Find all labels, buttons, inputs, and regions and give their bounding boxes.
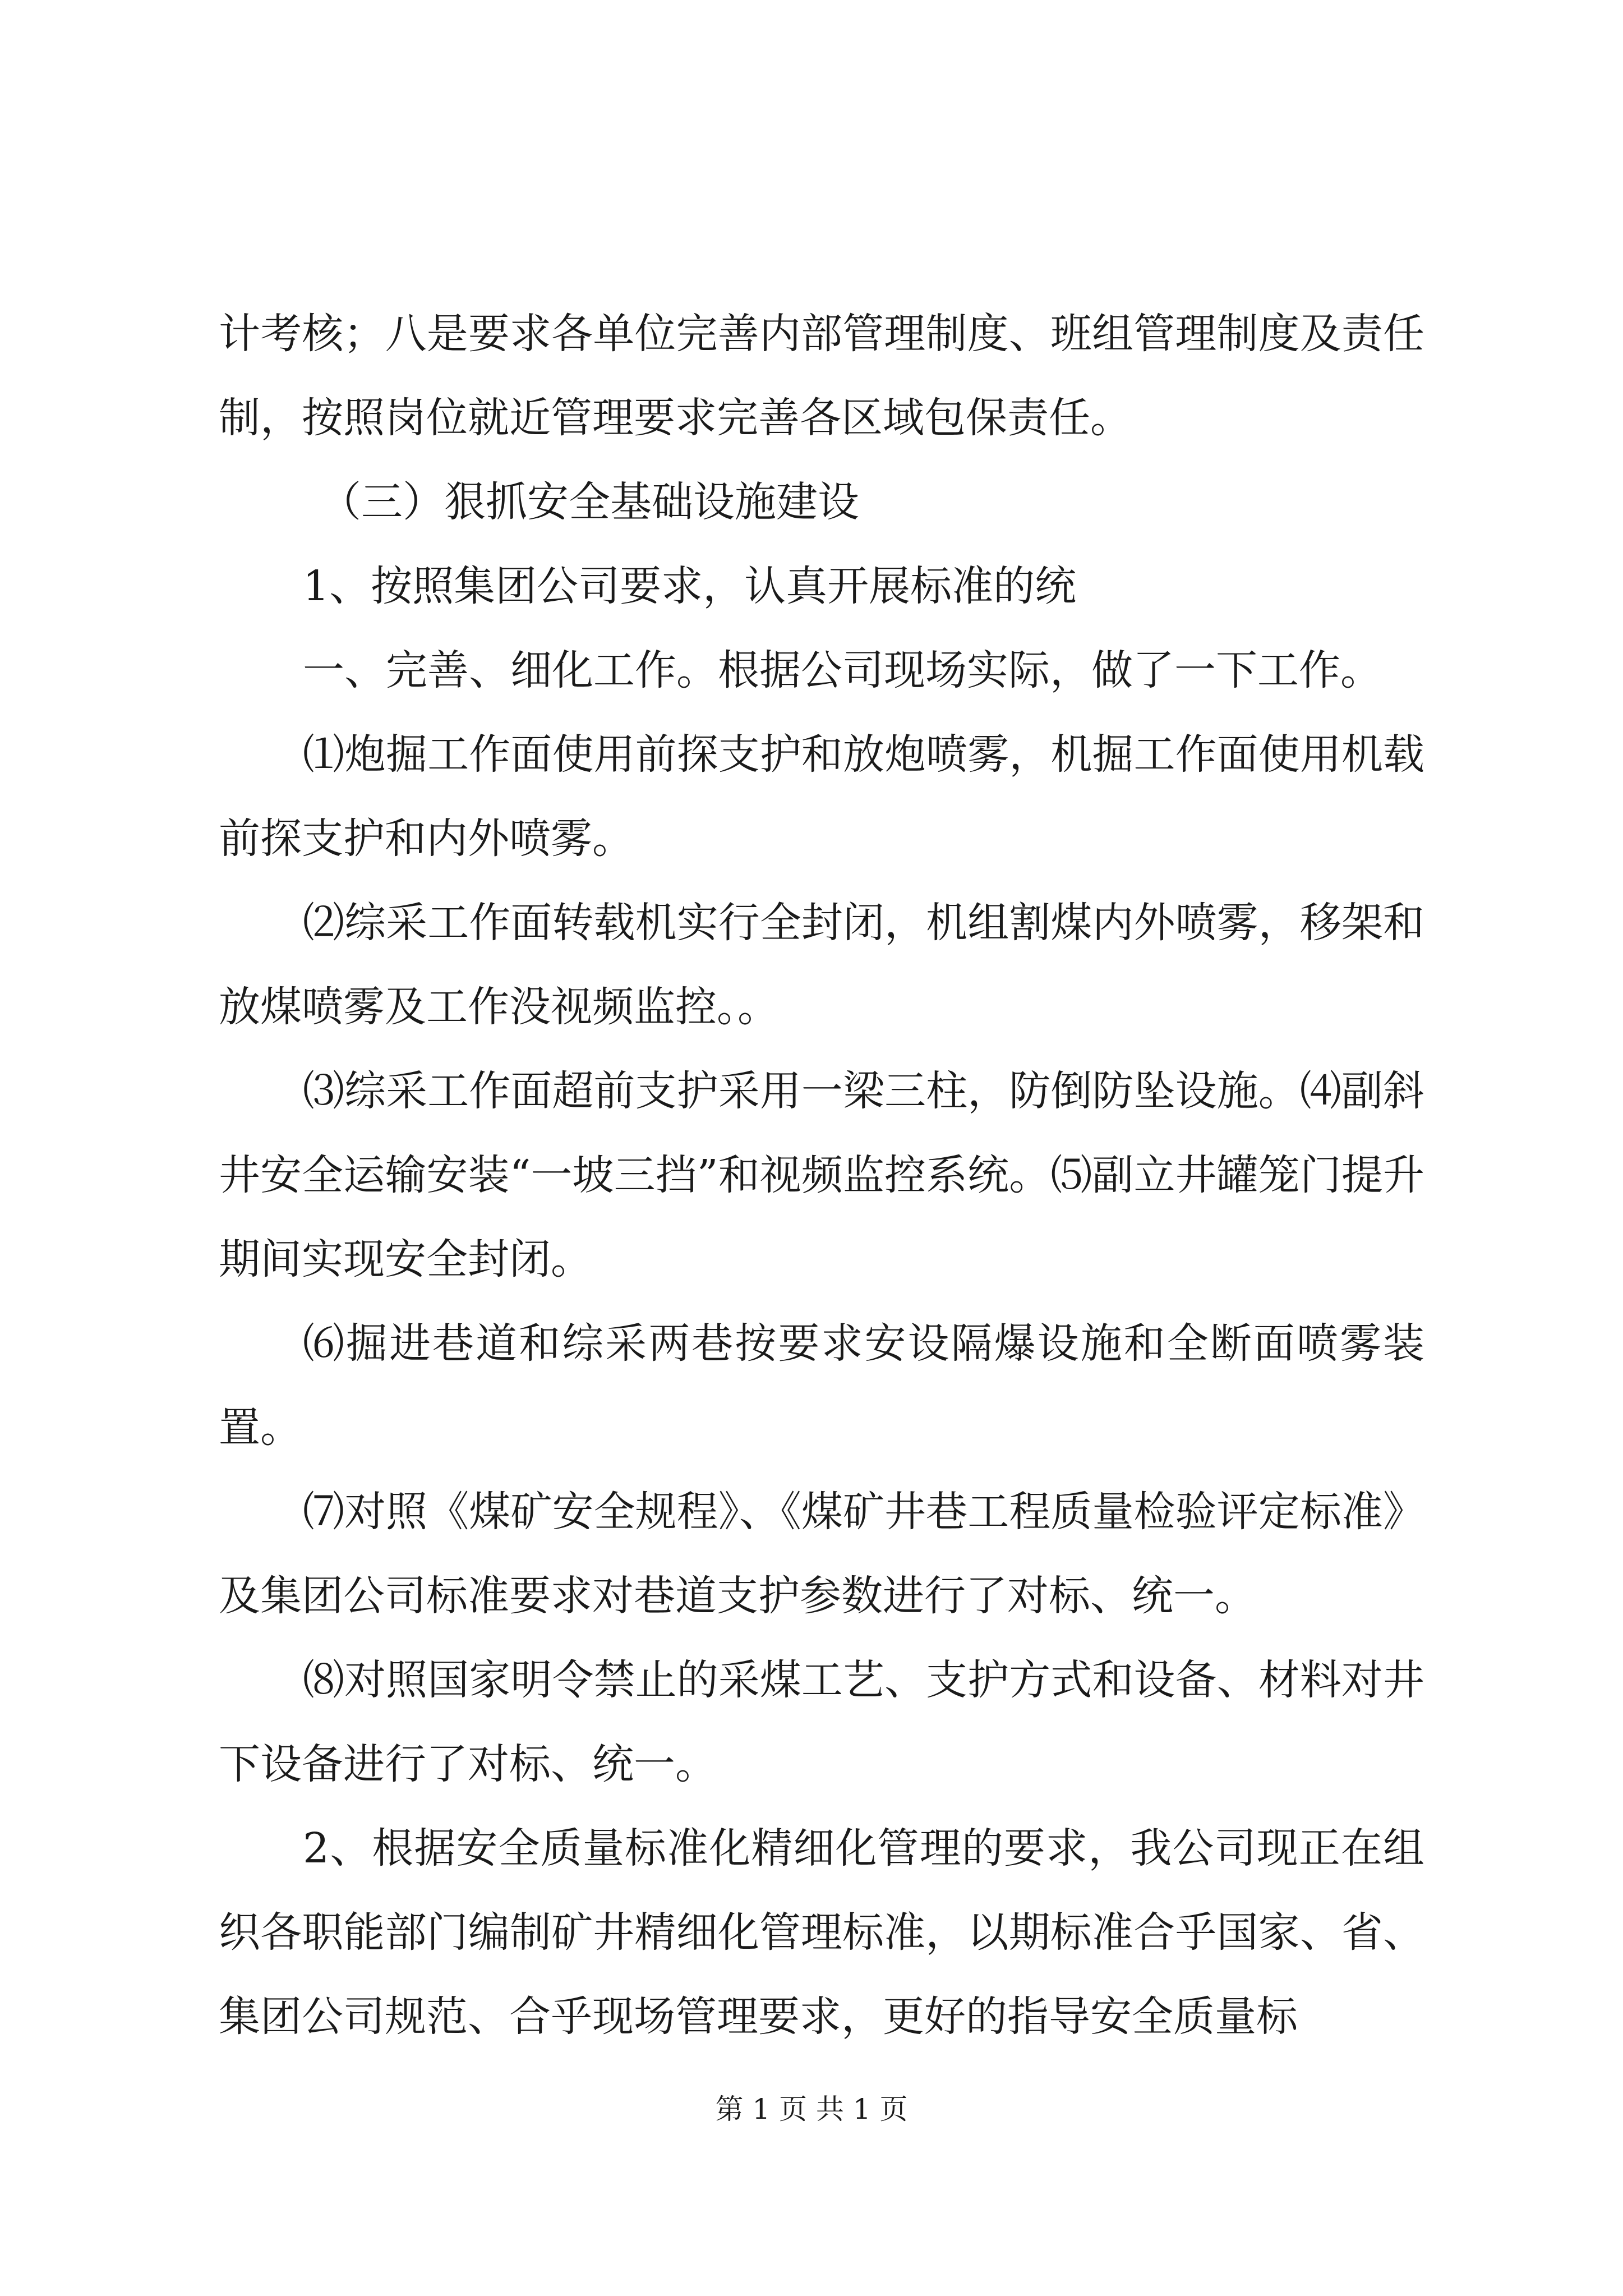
paragraph-sub-6: ⑹掘进巷道和综采两巷按要求安设隔爆设施和全断面喷雾装置。: [219, 1319, 1424, 1452]
page-footer: 第 1 页 共 1 页: [715, 2093, 908, 2125]
paragraph-continuation: 计考核；八是要求各单位完善内部管理制度、班组管理制度及责任制，按照岗位就近管理要求完善各区域包保责任。: [219, 310, 1424, 442]
document-body: [219, 292, 1424, 2059]
paragraph-intro: 一、完善、细化工作。根据公司现场实际，做了一下工作。: [303, 646, 1382, 694]
paragraph-item-1: 1、按照集团公司要求，认真开展标准的统: [303, 562, 1077, 610]
paragraph-sub-8: ⑻对照国家明令禁止的采煤工艺、支护方式和设备、材料对井下设备进行了对标、统一。: [219, 1656, 1424, 1788]
paragraph-sub-7: ⑺对照《煤矿安全规程》、《煤矿井巷工程质量检验评定标准》及集团公司标准要求对巷道支护参数进行了对标、统一。: [219, 1488, 1424, 1620]
paragraph-sub-1: ⑴炮掘工作面使用前探支护和放炮喷雾，机掘工作面使用机载前探支护和内外喷雾。: [219, 730, 1424, 863]
paragraph-sub-3-5: ⑶综采工作面超前支护采用一梁三柱，防倒防坠设施。⑷副斜井安全运输安装“一坡三挡”和视频监控系统。⑸副立井罐笼门提升期间实现安全封闭。: [219, 1067, 1424, 1283]
paragraph-item-2: 2、根据安全质量标准化精细化管理的要求，我公司现正在组织各职能部门编制矿井精细化管理标准，以期标准合乎国家、省、集团公司规范、合乎现场管理要求，更好的指导安全质量标: [219, 1824, 1424, 2041]
section-heading: （三）狠抓安全基础设施建设: [320, 478, 859, 526]
paragraph-sub-2: ⑵综采工作面转载机实行全封闭，机组割煤内外喷雾，移架和放煤喷雾及工作没视频监控。。: [219, 899, 1424, 1031]
